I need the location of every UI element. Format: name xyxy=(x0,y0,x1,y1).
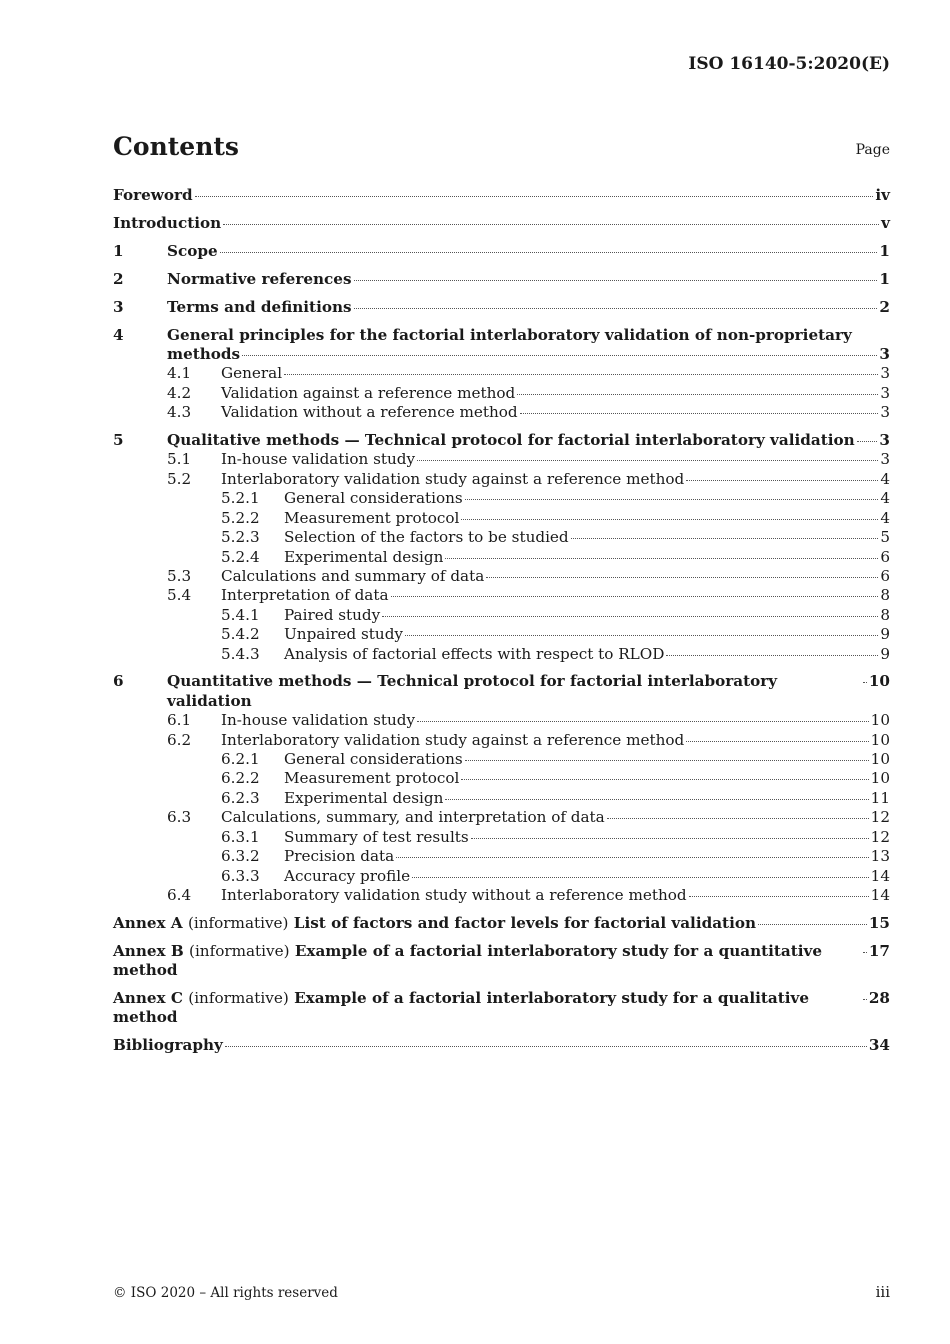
toc-entry-page: 3 xyxy=(880,450,890,469)
leader-dots xyxy=(223,224,879,225)
toc-entry-text: Accuracy profile xyxy=(284,866,411,885)
toc-entry-text: Interlaboratory validation study against a reference method xyxy=(221,469,685,488)
toc-entry-page: 2 xyxy=(879,297,890,316)
toc-entry-text: General xyxy=(221,364,283,383)
leader-dots xyxy=(666,655,878,656)
toc-entry-page: 3 xyxy=(879,344,890,363)
leader-dots xyxy=(195,196,874,197)
toc-entry-number: 3 xyxy=(113,297,124,316)
toc-entry-text: Experimental design xyxy=(284,547,444,566)
page-title: Contents xyxy=(113,132,240,161)
toc-entry-3[interactable] xyxy=(113,298,890,317)
toc-entry-page: 3 xyxy=(880,403,890,422)
toc-entry-5-2[interactable] xyxy=(113,470,890,489)
leader-dots xyxy=(486,577,878,578)
document-id: ISO 16140-5:2020(E) xyxy=(688,54,890,74)
toc-entry-number: 5.4.3 xyxy=(221,644,260,663)
leader-dots xyxy=(857,441,878,442)
toc-entry-text: Example of a factorial interlaboratory study for a qualitative method xyxy=(113,989,809,1027)
toc-entry-page: 15 xyxy=(868,913,890,932)
toc-entry-page: 12 xyxy=(870,808,890,827)
toc-entry-text: List of factors and factor levels for factorial validation xyxy=(293,913,757,932)
toc-entry-number: 5 xyxy=(113,431,124,450)
leader-dots xyxy=(461,779,868,780)
toc-entry-page: 8 xyxy=(880,586,890,605)
leader-dots xyxy=(517,394,878,395)
leader-dots xyxy=(445,558,878,559)
toc-entry-page: 6 xyxy=(880,566,890,585)
toc-entry-text: Calculations and summary of data xyxy=(221,566,485,585)
toc-entry-text: Calculations, summary, and interpretation of data xyxy=(221,808,605,827)
toc-entry-text: Quantitative methods — Technical protocol for factorial interlaboratory validation xyxy=(167,672,778,710)
toc-entry-6-3[interactable] xyxy=(113,808,890,827)
leader-dots xyxy=(220,252,878,253)
toc-entry-6-2-2[interactable] xyxy=(113,769,890,788)
toc-entry-number: 5.2 xyxy=(167,469,192,488)
annex-label: Annex A xyxy=(113,913,183,932)
leader-dots xyxy=(686,480,878,481)
leader-dots xyxy=(520,413,879,414)
toc-entry-number: 6.3.1 xyxy=(221,827,260,846)
toc-entry-text: Analysis of factorial effects with respect to RLOD xyxy=(284,644,665,663)
annex-type: (informative) xyxy=(189,941,290,960)
leader-dots xyxy=(354,280,878,281)
toc-entry-number: 5.4 xyxy=(167,586,192,605)
toc-entry-5-4-2[interactable] xyxy=(113,625,890,644)
leader-dots xyxy=(382,616,878,617)
toc-entry-4-2[interactable] xyxy=(113,384,890,403)
toc-entry-6-2[interactable] xyxy=(113,731,890,750)
toc-entry-text: Validation without a reference method xyxy=(221,403,518,422)
toc-entry-text: Interlaboratory validation study against a reference method xyxy=(221,730,685,749)
toc-entry-page: 1 xyxy=(879,269,890,288)
leader-dots xyxy=(465,760,869,761)
toc-entry-number: 6.2.1 xyxy=(221,750,260,769)
toc-entry-number: 5.2.3 xyxy=(221,528,260,547)
toc-entry-page: 4 xyxy=(880,489,890,508)
toc-entry-5-2-4[interactable] xyxy=(113,548,890,567)
leader-dots xyxy=(863,999,867,1000)
annex-type: (informative) xyxy=(187,913,289,932)
toc-entry-text: Interlaboratory validation study without a reference method xyxy=(221,885,687,904)
toc-entry-page: 3 xyxy=(880,364,890,383)
toc-entry-page: 3 xyxy=(879,431,890,450)
toc-entry-1[interactable] xyxy=(113,242,890,261)
toc-entry-5-2-2[interactable] xyxy=(113,509,890,528)
toc-entry-page: 3 xyxy=(880,383,890,402)
leader-dots xyxy=(461,519,878,520)
toc-entry-number: 6.1 xyxy=(167,711,192,730)
toc-entry-page: 13 xyxy=(870,847,890,866)
toc-entry-number: 1 xyxy=(113,241,124,260)
toc-entry-4-1[interactable] xyxy=(113,364,890,383)
toc-entry-number: 5.2.1 xyxy=(221,489,260,508)
toc-entry-text: In-house validation study xyxy=(221,450,416,469)
toc-entry-number: 5.1 xyxy=(167,450,192,469)
leader-dots xyxy=(417,460,878,461)
toc-entry-page: 6 xyxy=(880,547,890,566)
toc-entry-number: 6.3.3 xyxy=(221,866,260,885)
toc-entry-text: Paired study xyxy=(284,605,381,624)
leader-dots xyxy=(863,682,867,683)
toc-entry-text: Selection of the factors to be studied xyxy=(284,528,569,547)
toc-entry-number: 4.1 xyxy=(167,364,192,383)
toc-entry-annex-c[interactable] xyxy=(113,989,890,1028)
leader-dots xyxy=(391,596,879,597)
toc-entry-text: Qualitative methods — Technical protocol for factorial interlaboratory validation xyxy=(167,431,855,450)
toc-entry-page: 11 xyxy=(870,788,890,807)
toc-entry-page: 5 xyxy=(880,528,890,547)
toc-entry-page: 10 xyxy=(870,750,890,769)
leader-dots xyxy=(396,857,869,858)
annex-label: Annex C xyxy=(113,989,183,1008)
leader-dots xyxy=(284,374,878,375)
toc-entry-5-2-3[interactable] xyxy=(113,528,890,547)
leader-dots xyxy=(571,538,879,539)
toc-entry-number: 5.4.1 xyxy=(221,605,260,624)
toc-entry-text: General considerations xyxy=(284,750,463,769)
toc-entry-number: 6.2 xyxy=(167,730,192,749)
toc-entry-text: Summary of test results xyxy=(284,827,469,846)
toc-entry-text: Measurement protocol xyxy=(284,508,460,527)
toc-entry-6-4[interactable] xyxy=(113,886,890,905)
toc-entry-text: Experimental design xyxy=(284,788,444,807)
toc-entry-6-3-3[interactable] xyxy=(113,867,890,886)
toc-entry-number: 5.2.4 xyxy=(221,547,260,566)
toc-entry-5-4[interactable] xyxy=(113,586,890,605)
toc-entry-6-2-1[interactable] xyxy=(113,750,890,769)
toc-entry-text: In-house validation study xyxy=(221,711,416,730)
leader-dots xyxy=(686,741,868,742)
toc-entry-introduction[interactable] xyxy=(113,214,890,233)
toc-entry-text: Bibliography xyxy=(113,1036,223,1055)
toc-entry-text: Foreword xyxy=(113,186,193,204)
leader-dots xyxy=(225,1046,867,1047)
toc-entry-text: Example of a factorial interlaboratory study for a quantitative method xyxy=(113,941,823,980)
toc-entry-page: 10 xyxy=(868,672,890,691)
toc-entry-4-3[interactable] xyxy=(113,403,890,422)
toc-entry-text: Terms and definitions xyxy=(167,297,352,316)
toc-entry-page: 28 xyxy=(868,989,890,1008)
leader-dots xyxy=(445,799,868,800)
footer-copyright: © ISO 2020 – All rights reserved xyxy=(113,1285,338,1301)
toc-entry-text: Unpaired study xyxy=(284,625,403,644)
leader-dots xyxy=(412,877,869,878)
toc-entry-number: 6.2.3 xyxy=(221,788,260,807)
toc-entry-page: 34 xyxy=(868,1036,890,1055)
toc-entry-page: 12 xyxy=(870,827,890,846)
toc-entry-page: 4 xyxy=(880,508,890,527)
annex-type: (informative) xyxy=(188,989,289,1008)
toc-entry-annex-a[interactable] xyxy=(113,914,890,933)
leader-dots xyxy=(242,355,877,356)
toc-entry-4[interactable] xyxy=(113,326,890,365)
toc-entry-number: 2 xyxy=(113,269,124,288)
toc-entry-foreword[interactable] xyxy=(113,186,890,205)
leader-dots xyxy=(863,952,867,953)
toc-entry-text: Scope xyxy=(167,241,218,260)
leader-dots xyxy=(607,818,869,819)
toc-entry-page: 10 xyxy=(870,730,890,749)
toc-entry-text-continued: methods xyxy=(167,344,241,363)
toc-entry-bibliography[interactable] xyxy=(113,1036,890,1055)
toc-entry-5-3[interactable] xyxy=(113,567,890,586)
toc-entry-text: Interpretation of data xyxy=(221,586,389,605)
leader-dots xyxy=(417,721,869,722)
toc-entry-number: 4.3 xyxy=(167,403,192,422)
toc-entry-6[interactable] xyxy=(113,672,890,711)
toc-entry-page: 14 xyxy=(870,866,890,885)
toc-entry-page: 4 xyxy=(880,469,890,488)
toc-entry-6-3-2[interactable] xyxy=(113,847,890,866)
toc-entry-6-3-1[interactable] xyxy=(113,828,890,847)
toc-entry-page: 10 xyxy=(870,711,890,730)
toc-entry-text: General principles for the factorial interlaboratory validation of non-proprietary xyxy=(167,325,852,344)
toc-entry-page: v xyxy=(881,213,890,232)
toc-entry-number: 4.2 xyxy=(167,383,192,402)
toc-entry-5-1[interactable] xyxy=(113,450,890,469)
page-column-label: Page xyxy=(855,142,890,158)
toc-entry-text: Measurement protocol xyxy=(284,769,460,788)
toc-entry-page: 1 xyxy=(879,241,890,260)
toc-entry-page: 14 xyxy=(870,885,890,904)
toc-entry-number: 6.3 xyxy=(167,808,192,827)
table-of-contents xyxy=(113,186,890,1056)
toc-entry-page: 9 xyxy=(880,625,890,644)
leader-dots xyxy=(758,924,867,925)
toc-entry-text: Normative references xyxy=(167,269,352,288)
annex-label: Annex B xyxy=(113,941,184,960)
toc-entry-5-4-1[interactable] xyxy=(113,606,890,625)
toc-entry-6-2-3[interactable] xyxy=(113,789,890,808)
toc-entry-text: Validation against a reference method xyxy=(221,383,516,402)
toc-entry-page: 9 xyxy=(880,644,890,663)
toc-entry-5-4-3[interactable] xyxy=(113,645,890,664)
leader-dots xyxy=(354,308,878,309)
toc-entry-5[interactable] xyxy=(113,431,890,450)
toc-entry-text: General considerations xyxy=(284,489,463,508)
toc-entry-5-2-1[interactable] xyxy=(113,489,890,508)
toc-entry-number: 6.4 xyxy=(167,885,192,904)
toc-entry-page: 8 xyxy=(880,605,890,624)
toc-entry-text: Introduction xyxy=(113,213,222,232)
toc-entry-number: 6.2.2 xyxy=(221,769,260,788)
leader-dots xyxy=(405,635,878,636)
toc-entry-2[interactable] xyxy=(113,270,890,289)
leader-dots xyxy=(689,896,869,897)
toc-entry-page: iv xyxy=(875,186,890,204)
toc-entry-page: 10 xyxy=(870,769,890,788)
toc-entry-page: 17 xyxy=(868,941,890,960)
toc-entry-number: 4 xyxy=(113,325,124,344)
leader-dots xyxy=(465,499,879,500)
toc-entry-number: 5.3 xyxy=(167,566,192,585)
toc-entry-number: 5.2.2 xyxy=(221,508,260,527)
toc-entry-annex-b[interactable] xyxy=(113,942,890,981)
footer-page-number: iii xyxy=(875,1283,890,1301)
toc-entry-6-1[interactable] xyxy=(113,711,890,730)
leader-dots xyxy=(471,838,869,839)
toc-entry-number: 5.4.2 xyxy=(221,625,260,644)
toc-entry-number: 6 xyxy=(113,672,124,691)
toc-entry-number: 6.3.2 xyxy=(221,847,260,866)
toc-entry-text: Precision data xyxy=(284,847,395,866)
